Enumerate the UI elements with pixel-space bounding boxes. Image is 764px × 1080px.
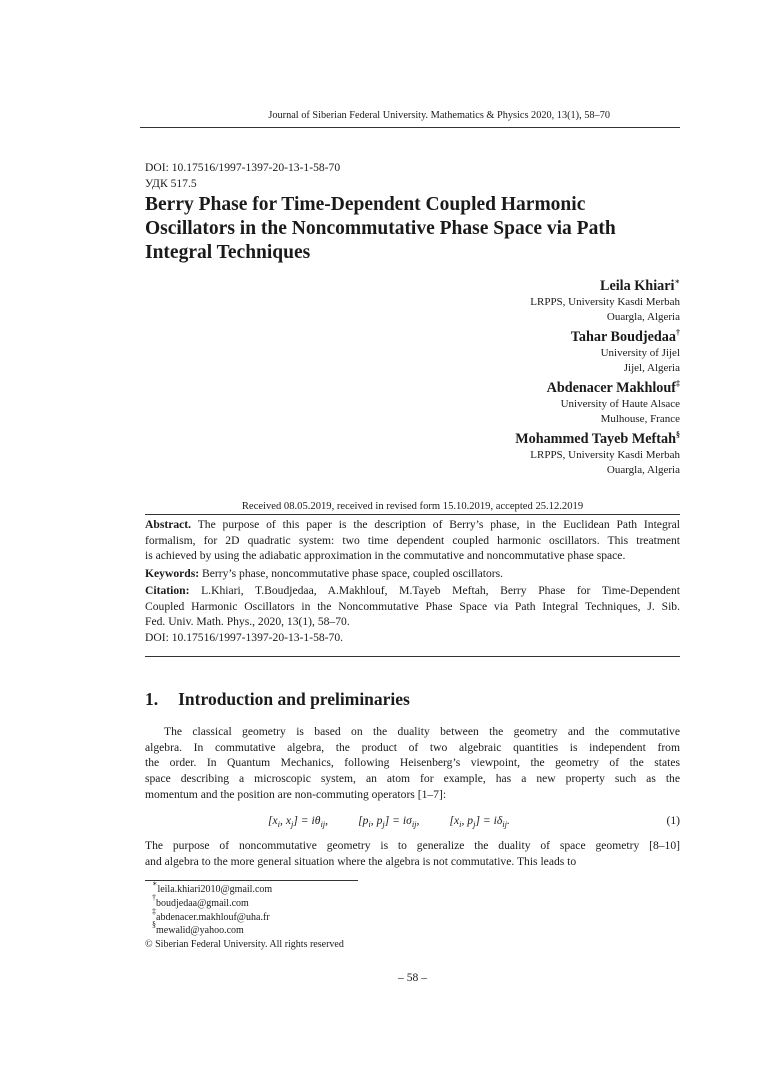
text-line: and algebra to the more general situation where the algebra is not commutative. This leads to — [145, 854, 577, 868]
text-line: momentum and the position are non-commuting operators [1–7]: — [145, 787, 447, 801]
text-line: The classical geometry is based on the duality between the geometry and the commutative — [164, 725, 680, 738]
subscript: i — [459, 819, 462, 829]
abstract-line: The purpose of this paper is the description of Berry’s phase, in the Euclidean Path Integral — [197, 518, 680, 531]
math-text: ] = iσ — [384, 814, 412, 827]
abstract-top-rule — [145, 514, 680, 515]
math-text: [p — [358, 814, 369, 827]
author-affiliation: University of Haute Alsace — [560, 398, 680, 410]
math-text: , — [416, 814, 420, 827]
math-text: ] = iδ — [475, 814, 503, 827]
footnote — [145, 920, 680, 938]
subscript: j — [473, 819, 476, 829]
author-affiliation: University of Jijel — [600, 347, 680, 359]
footnote-mark: † — [152, 892, 156, 902]
title-line: Berry Phase for Time-Dependent Coupled Harmonic — [145, 194, 586, 215]
paragraph — [145, 838, 680, 869]
citation-doi: DOI: 10.17516/1997-1397-20-13-1-58-70. — [145, 631, 344, 645]
author-affiliation: LRPPS, University Kasdi Merbah — [530, 296, 680, 308]
author-affiliation: Mulhouse, France — [600, 413, 680, 425]
citation-line: L.Khiari, T.Boudjedaa, A.Makhlouf, M.Tayeb Meftah, Berry Phase for Time-Dependent — [201, 584, 680, 597]
citation — [145, 583, 680, 646]
subscript: ij — [502, 819, 507, 829]
udk: УДК 517.5 — [145, 177, 197, 190]
author-name-text: Tahar Boudjedaa — [570, 329, 676, 345]
author-name — [145, 329, 680, 346]
abstract-bottom-rule — [145, 656, 680, 657]
text-line: the order. In Quantum Mechanics, following Heisenberg’s viewpoint, the geometry of the states — [145, 756, 680, 770]
equation-term — [358, 814, 419, 827]
math-text: . — [506, 814, 510, 827]
subscript: ij — [411, 819, 417, 829]
received-dates: Received 08.05.2019, received in revised form 15.10.2019, accepted 25.12.2019 — [241, 501, 584, 512]
section-title: Introduction and preliminaries — [178, 689, 410, 709]
running-head: Journal of Siberian Federal University. Mathematics & Physics 2020, 13(1), 58–70 — [268, 110, 610, 121]
section-heading — [145, 689, 680, 710]
author-name — [145, 380, 680, 397]
copyright: © Siberian Federal University. All rights reserved — [145, 939, 344, 950]
footnote-mark: ‡ — [676, 379, 680, 388]
paragraph — [145, 724, 680, 803]
author-list — [145, 278, 680, 478]
math-text: , p — [370, 814, 383, 827]
abstract-label: Abstract. — [145, 518, 192, 531]
keywords-label: Keywords: — [145, 567, 200, 580]
text-line: space describing a microscopic system, an atom for example, has a new property such as the — [145, 772, 680, 786]
paper-title — [145, 193, 680, 265]
keywords-text: Berry’s phase, noncommutative phase space, coupled oscillators. — [202, 567, 504, 580]
author-affiliation: Ouargla, Algeria — [606, 464, 680, 476]
subscript: j — [291, 819, 294, 829]
doi: DOI: 10.17516/1997-1397-20-13-1-58-70 — [145, 161, 341, 174]
math-text: , — [325, 814, 329, 827]
subscript: i — [368, 819, 371, 829]
author-name — [145, 431, 680, 448]
math-text: ] = iθ — [293, 814, 321, 827]
abstract-line: is achieved by using the adiabatic approximation in the commutative and noncommutative phase space. — [145, 549, 626, 563]
math-text: [x — [268, 814, 278, 827]
math-text: [x — [449, 814, 460, 827]
text-line: algebra. In commutative algebra, the product of two algebraic quantities is independent from — [145, 740, 680, 754]
equation-number: (1) — [666, 814, 680, 827]
math-text: , x — [280, 814, 291, 827]
footnote — [145, 892, 680, 911]
footnotes — [145, 879, 680, 938]
author-affiliation: LRPPS, University Kasdi Merbah — [530, 449, 680, 461]
author-name-text: Abdenacer Makhlouf — [546, 380, 676, 396]
footnote-email: abdenacer.makhlouf@uha.fr — [156, 911, 270, 923]
subscript: i — [277, 819, 281, 829]
section-number: 1. — [145, 689, 159, 709]
footnote-email: mewalid@yahoo.com — [156, 925, 244, 937]
footnote-mark: § — [676, 430, 680, 439]
title-line: Integral Techniques — [145, 242, 311, 263]
subscript: ij — [320, 819, 326, 829]
author-affiliation: Ouargla, Algeria — [606, 311, 680, 323]
author-name-text: Leila Khiari — [599, 278, 675, 294]
citation-label: Citation: — [145, 584, 190, 597]
keywords — [145, 566, 680, 582]
citation-line: Coupled Harmonic Oscillators in the Noncommutative Phase Space via Path Integral Techniques, J. Sib. — [145, 599, 680, 613]
title-line: Oscillators in the Noncommutative Phase Space via Path — [145, 218, 616, 239]
equation-term — [449, 814, 509, 827]
abstract-line: formalism, for 2D quadratic system: two time dependent coupled harmonic oscillators. This treatment — [145, 533, 680, 547]
footnote-email: leila.khiari2010@gmail.com — [157, 884, 273, 895]
header-rule — [140, 127, 680, 128]
subscript: j — [382, 819, 385, 829]
footnote-email: boudjedaa@gmail.com — [156, 897, 249, 909]
footnote-rule — [145, 880, 358, 881]
abstract — [145, 517, 680, 564]
footnote-mark: ∗ — [674, 277, 680, 286]
footnote-mark: § — [152, 920, 156, 930]
math-text: , p — [461, 814, 474, 827]
author-affiliation: Jijel, Algeria — [623, 362, 680, 374]
equation-term — [268, 814, 328, 827]
author-name — [145, 278, 680, 295]
author-name-text: Mohammed Tayeb Meftah — [515, 431, 676, 447]
footnote-mark: ‡ — [152, 906, 156, 916]
footnote — [145, 906, 680, 925]
citation-line: Fed. Univ. Math. Phys., 2020, 13(1), 58–70. — [145, 615, 350, 629]
footnote — [145, 879, 680, 897]
page-number: – 58 – — [398, 971, 427, 984]
text-line: The purpose of noncommutative geometry is to generalize the duality of space geometry [8–10] — [145, 839, 680, 852]
footnote-mark: ∗ — [152, 879, 158, 888]
footnote-mark: † — [676, 328, 680, 337]
